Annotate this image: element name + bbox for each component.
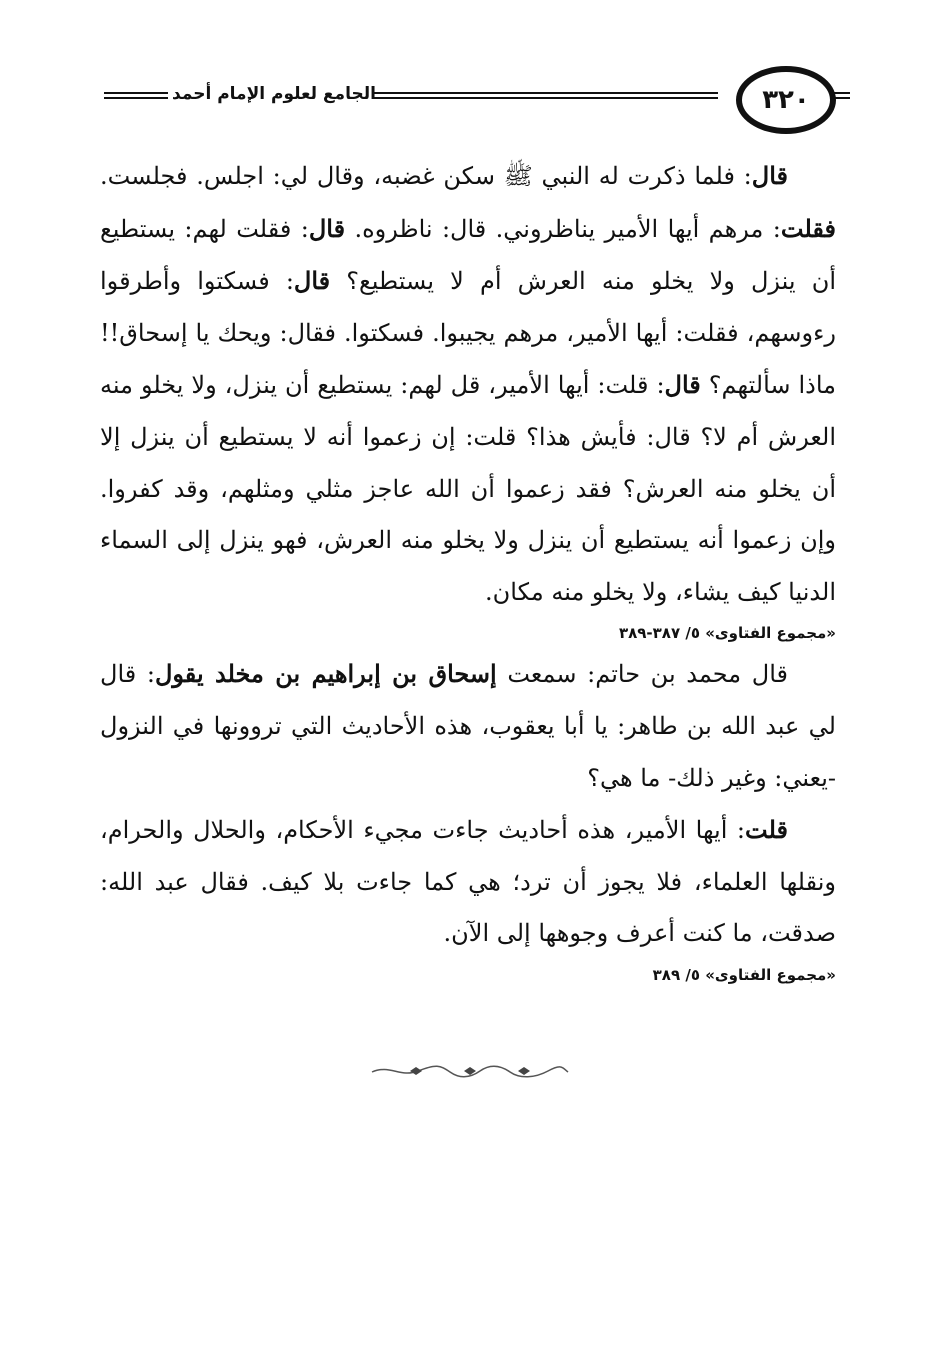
speaker-label: قال (308, 213, 346, 243)
text-run: : أيها الأمير، هذه أحاديث جاءت مجيء الأحكام، والحلال والحرام، ونقلها العلماء، فلا يجوز أن ترد؛ هي كما جاءت بلا كيف. فقال عبد الله: صدقت، ما كنت أعرف وجوهها إلى الآن. (100, 816, 836, 948)
text-run: : قلت: أيها الأمير، قل لهم: يستطيع أن ينزل، ولا يخلو منه العرش أم لا؟ قال: فأيش هذا؟ قلت: إن زعموا أنه لا يستطيع أن ينزل إلا أن يخلو منه العرش؟ فقد زعموا أن الله عاجز مثلي ومثلهم، وقد كفروا. وإن زعموا أنه يستطيع أن ينزل ولا يخلو منه العرش، فهو ينزل إلى السماء الدنيا كيف يشاء، ولا يخلو منه مكان. (100, 371, 836, 606)
speaker-label: قلت (745, 815, 788, 845)
end-ornament (370, 1062, 570, 1080)
narrator-name: إسحاق بن إبراهيم بن مخلد يقول (154, 659, 497, 689)
paragraph-3 (100, 804, 836, 960)
page-header (100, 66, 850, 146)
header-rule-left (104, 92, 168, 99)
speaker-label: فقلت (780, 213, 836, 243)
text-run: : فقلت لهم: يستطيع أن ينزل ولا يخلو منه العرش أم لا يستطيع؟ (100, 214, 836, 296)
text-run: : قال لي عبد الله بن طاهر: يا أبا يعقوب، هذه الأحاديث التي تروونها في النزول -يعني: وغير ذلك- ما هي؟ (100, 660, 836, 792)
text-run: : مرهم أيها الأمير يناظروني. قال: ناظروه. (345, 214, 781, 243)
running-title: الجامع لعلوم الإمام أحمد (172, 84, 376, 104)
paragraph-2 (100, 648, 836, 804)
speaker-label: قال (293, 266, 331, 296)
speaker-label: قال (664, 370, 701, 400)
text-run: قال محمد بن حاتم: سمعت (496, 660, 788, 689)
citation-1: «مجموع الفتاوى» ٥/ ٣٨٧-٣٨٩ (618, 624, 836, 643)
page-number: ٣٢٠ (736, 66, 836, 134)
citation-2: «مجموع الفتاوى» ٥/ ٣٨٩ (652, 965, 836, 984)
main-text (100, 150, 836, 990)
text-run: : فلما ذكرت له النبي ﷺ سكن غضبه، وقال لي: اجلس. فجلست. (100, 162, 752, 190)
ornament-icon (370, 1062, 570, 1080)
header-rule-middle (372, 92, 718, 99)
paragraph-1 (100, 150, 836, 618)
text-run: : فسكتوا وأطرقوا رءوسهم، فقلت: أيها الأمير، مرهم يجيبوا. فسكتوا. فقال: ويحك يا إسحاق!! ماذا سألتهم؟ (100, 267, 836, 400)
speaker-label: قال (751, 161, 788, 190)
